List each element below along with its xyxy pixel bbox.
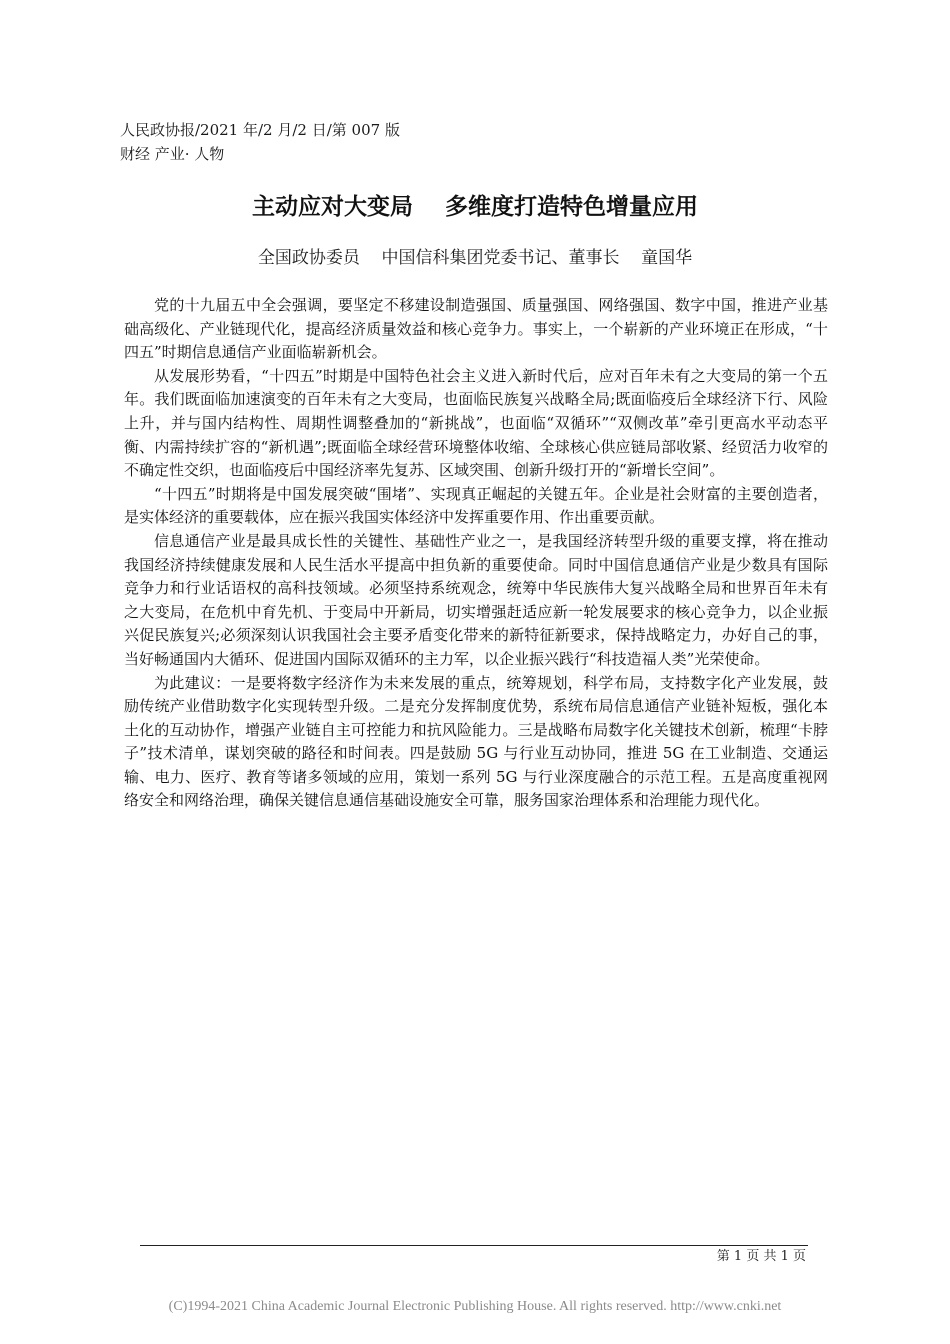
article-meta [120,118,400,166]
paragraph: 为此建议：一是要将数字经济作为未来发展的重点，统筹规划，科学布局，支持数字化产业发展，鼓励传统产业借助数字化实现转型升级。二是充分发挥制度优势，系统布局信息通信产业链补短板，强化本土化的互动协作，增强产业链自主可控能力和抗风险能力。三是战略布局数字化关键技术创新，梳理“卡脖子”技术清单，谋划突破的路径和时间表。四是鼓励 5G 与行业互动协同，推进 5G 在工业制造、交通运输、电力、医疗、教育等诸多领域的应用，策划一系列 5G 与行业深度融合的示范工程。五是高度重视网络安全和网络治理，确保关键信息通信基础设施安全可靠，服务国家治理体系和治理能力现代化。 [124,673,828,810]
paragraph: 信息通信产业是最具成长性的关键性、基础性产业之一，是我国经济转型升级的重要支撑，将在推动我国经济持续健康发展和人民生活水平提高中担负新的重要使命。同时中国信息通信产业是少数具有国际竞争力和行业话语权的高科技领域。必须坚持系统观念，统筹中华民族伟大复兴战略全局和世界百年未有之大变局，在危机中育先机、于变局中开新局，切实增强赶适应新一轮发展要求的核心竞争力，以企业振兴促民族复兴;必须深刻认识我国社会主要矛盾变化带来的新特征新要求，保持战略定力，办好自己的事，当好畅通国内大循环、促进国内国际双循环的主力军，以企业振兴践行“科技造福人类”光荣使命。 [124,531,828,668]
source-line: 人民政协报/2021 年/2 月/2 日/第 007 版 [120,121,400,139]
paragraph: “十四五”时期将是中国发展突破“围堵”、实现真正崛起的关键五年。企业是社会财富的主要创造者，是实体经济的重要载体，应在振兴我国实体经济中发挥重要作用、作出重要贡献。 [124,484,828,527]
page-number: 第 1 页 共 1 页 [716,1249,806,1264]
copyright-notice: (C)1994-2021 China Academic Journal Electronic Publishing House. All rights reserved. http://www.cnki.net [168,1299,782,1314]
footer-divider [140,1245,808,1246]
article-body [124,294,828,813]
section-line: 财经 产业· 人物 [120,145,225,163]
paragraph: 从发展形势看，“十四五”时期是中国特色社会主义进入新时代后，应对百年未有之大变局的第一个五年。我们既面临加速演变的百年未有之大变局，也面临民族复兴战略全局;既面临疫后全球经济下行、风险上升，并与国内结构性、周期性调整叠加的“新挑战”，也面临“双循环”“双侧改革”牵引更高水平动态平衡、内需持续扩容的“新机遇”;既面临全球经营环境整体收缩、全球核心供应链局部收紧、经贸活力收窄的不确定性交织，也面临疫后中国经济率先复苏、区域突围、创新升级打开的“新增长空间”。 [124,366,828,480]
paragraph: 党的十九届五中全会强调，要坚定不移建设制造强国、质量强国、网络强国、数字中国，推进产业基础高级化、产业链现代化，提高经济质量效益和核心竞争力。事实上，一个崭新的产业环境正在形成，“十四五”时期信息通信产业面临崭新机会。 [124,296,828,362]
article-title: 主动应对大变局 多维度打造特色增量应用 [251,194,699,220]
author-line: 全国政协委员 中国信科集团党委书记、董事长 童国华 [257,248,693,268]
